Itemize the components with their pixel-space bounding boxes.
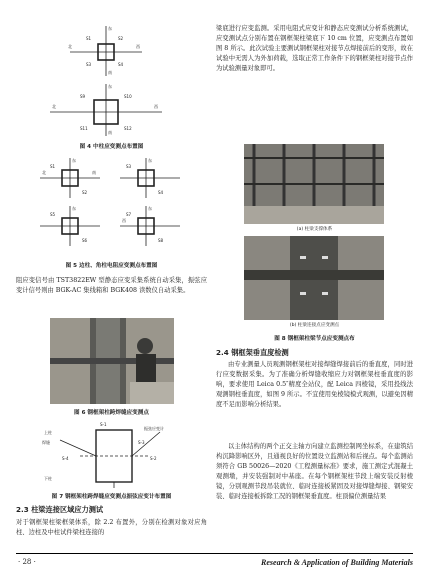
fig4-label: S9 [80, 94, 86, 99]
figure-7-diagram [40, 420, 190, 490]
fig4-label: 西 [154, 104, 158, 109]
fig7-label: 下柱 [44, 476, 52, 481]
fig4-label: 南 [108, 70, 112, 75]
fig4-label: S3 [86, 62, 92, 67]
fig4-label: S1 [86, 36, 92, 41]
fig4-label: S12 [124, 126, 132, 131]
figure-8a-photo [244, 144, 384, 224]
fig7-label: S-4 [62, 456, 69, 461]
figure-4-caption: 图 4 中柱应变测点布置图 [79, 144, 144, 150]
fig4-label: 西 [136, 44, 140, 49]
fig5-label: 西 [122, 218, 126, 223]
fig5-label: S4 [158, 190, 164, 195]
journal-name: Research & Application of Building Materials [261, 558, 413, 567]
right-paragraph-1: 梁底进行应变监测。采用电阻式应变计和静态应变测试分析系统测试，应变测试点分别布置在钢框架柱梁底下 10 cm 位置，应变测点布置如图 8 所示。此次试验主要测试钢框架柱对接节点焊接前后的变形，故在试验中无需人为外加荷载，选取正常工作条件下的钢框架柱对接节点作为试验测量对象即可。 [216, 25, 413, 73]
fig7-label: S-2 [150, 456, 157, 461]
fig4-label: S11 [80, 126, 88, 131]
fig5-label: S1 [50, 164, 56, 169]
section-2-4-heading: 2.4 钢框架垂直度检测 [216, 348, 289, 357]
figure-5-diagram [30, 154, 190, 250]
fig4-label: S10 [124, 94, 132, 99]
section-2-3-heading: 2.3 柱梁连接区域应力测试 [16, 505, 104, 514]
section-2-3-paragraph: 对于钢框架柱梁框架体系，除 2.2 布置外，分别在检测对象对应角柱、边柱及中柱试件梁柱连接的 [16, 519, 207, 537]
fig4-label: 东 [108, 84, 112, 89]
figure-7-caption: 图 7 钢框架柱跨焊缝应变测点振弦应变计布置图 [51, 494, 172, 500]
section-2-4-paragraph-1: 由专业测量人员观测钢框架柱对接焊缝焊接前后的垂直度，同时进行应变数据采集。为了准确分析焊缝收缩应力对钢框架柱垂直度的影响，要求使用 Leica 0.5″精度全站仪，配 Leica 四棱镜，采用投线法观测钢柱垂直度，如图 9 所示。不宜使用免棱镜模式观测，以避免因精度不足而影响分析结果。 [216, 361, 413, 409]
fig7-label: 振弦应变计 [144, 426, 164, 431]
fig4-label: 南 [108, 130, 112, 135]
fig7-label: S-1 [100, 422, 107, 427]
figure-5-caption: 图 5 边柱、角柱电阻应变测点布置图 [65, 263, 158, 269]
fig7-label: 焊缝 [42, 440, 50, 445]
figure-8b-subcaption: (b) 柱梁连接点应变测点 [289, 323, 340, 328]
fig5-label: S8 [158, 238, 164, 243]
fig4-label: 东 [108, 26, 112, 31]
footer-rule [16, 553, 413, 554]
fig5-label: 东 [72, 158, 76, 163]
fig5-label: S5 [50, 212, 56, 217]
fig4-label: 北 [52, 104, 56, 109]
fig5-label: 东 [148, 206, 152, 211]
fig5-label: 北 [42, 170, 46, 175]
fig5-label: 东 [148, 158, 152, 163]
figure-6-photo [50, 318, 174, 404]
left-paragraph-1: 阻应变信号由 TST3822EW 型静态应变采集系统自动采集，振弦应变计信号则由 BGK-AC 集线箱和 BGK408 读数仪自动采集。 [16, 277, 207, 295]
fig5-label: 南 [92, 170, 96, 175]
figure-8b-photo [244, 236, 384, 320]
fig7-label: S-3 [138, 440, 145, 445]
fig5-label: 东 [72, 206, 76, 211]
page-number: · 28 · [18, 558, 36, 566]
section-2-4-paragraph-2: 以主体结构的两个正交主轴方向建立监测控制网坐标系，在建筑结构沉降影响区外，且通视良好的位置设立监测站和后视点。每个监测站须符合 GB 50026—2020《工程测量标准》要求，施工测定式混凝土观测墩，并安装强制对中基座。在每个钢框架柱节段上端安装反射棱镜，分别观测节段吊装就位、临时连接板紧固及对接焊缝焊接、钢梁安装、临时连接板拆除工况的钢框架垂直度。柱顶偏位测量结果 [216, 443, 413, 501]
figure-8-caption: 图 8 钢框架柱梁节点应变测点布 [274, 336, 355, 342]
fig7-label: 上柱 [44, 430, 52, 435]
fig4-label: 北 [68, 44, 72, 49]
figure-6-caption: 图 6 钢框架柱跨焊缝应变测点 [74, 410, 149, 416]
fig5-label: S7 [126, 212, 132, 217]
figure-4-diagram [30, 22, 190, 140]
fig5-label: S6 [82, 238, 88, 243]
fig4-label: S4 [118, 62, 124, 67]
fig5-label: S3 [126, 164, 132, 169]
figure-8a-subcaption: (a) 柱梁支撑体系 [296, 227, 333, 232]
fig4-label: S2 [118, 36, 124, 41]
fig5-label: S2 [82, 190, 88, 195]
